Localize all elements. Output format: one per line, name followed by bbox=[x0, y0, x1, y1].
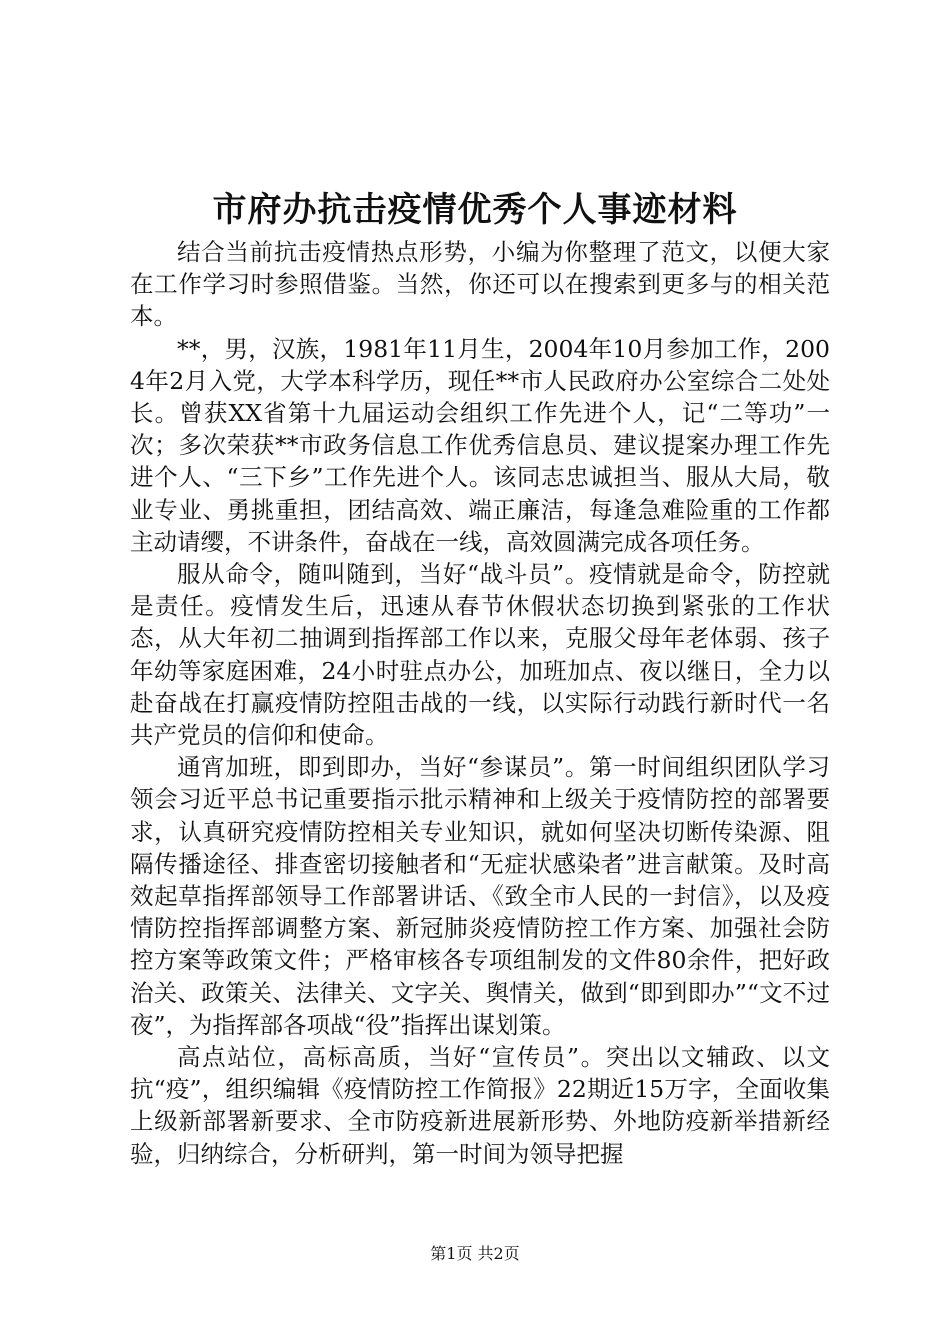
page-number-footer: 第1页 共2页 bbox=[430, 1244, 520, 1263]
paragraph-profile: **，男，汉族，1981年11月生，2004年10月参加工作，2004年2月入党，大学本科学历，现任**市人民政府办公室综合二处处长。曾获XX省第十九届运动会组织工作先进个人，记“二等功”一次；多次荣获**市政务信息工作优秀信息员、建议提案办理工作先进个人、“三下乡”工作先进个人。该同志忠诚担当、服从大局，敬业专业、勇挑重担，团结高效、端正廉洁，每逢急难险重的工作都主动请缨，不讲条件，奋战在一线，高效圆满完成各项任务。 bbox=[130, 334, 830, 556]
paragraph-publicist: 高点站位，高标高质，当好“宣传员”。突出以文辅政、以文抗“疫”，组织编辑《疫情防控工作简报》22期近15万字，全面收集上级新部署新要求、全市防疫新进展新形势、外地防疫新举措新经验，归纳综合，分析研判，第一时间为领导把握 bbox=[130, 1043, 830, 1168]
paragraph-advisor: 通宵加班，即到即办，当好“参谋员”。第一时间组织团队学习领会习近平总书记重要指示批示精神和上级关于疫情防控的部署要求，认真研究疫情防控相关专业知识，就如何坚决切断传染源、阻隔传播途径、排查密切接触者和“无症状感染者”进言献策。及时高效起草指挥部领导工作部署讲话、《致全市人民的一封信》，以及疫情防控指挥部调整方案、新冠肺炎疫情防控工作方案、加强社会防控方案等政策文件；严格审核各专项组制发的文件80余件，把好政治关、政策关、法律关、文字关、舆情关，做到“即到即办”“文不过夜”，为指挥部各项战“役”指挥出谋划策。 bbox=[130, 753, 830, 1039]
paragraph-intro: 结合当前抗击疫情热点形势，小编为你整理了范文，以便大家在工作学习时参照借鉴。当然，你还可以在搜索到更多与的相关范本。 bbox=[130, 238, 830, 331]
document-body bbox=[130, 236, 830, 1170]
paragraph-combatant: 服从命令，随叫随到，当好“战斗员”。疫情就是命令，防控就是责任。疫情发生后，迅速从春节休假状态切换到紧张的工作状态，从大年初二抽调到指挥部工作以来，克服父母年老体弱、孩子年幼等家庭困难，24小时驻点办公，加班加点、夜以继日，全力以赴奋战在打赢疫情防控阻击战的一线，以实际行动践行新时代一名共产党员的信仰和使命。 bbox=[130, 560, 830, 750]
document-title: 市府办抗击疫情优秀个人事迹材料 bbox=[212, 190, 738, 230]
